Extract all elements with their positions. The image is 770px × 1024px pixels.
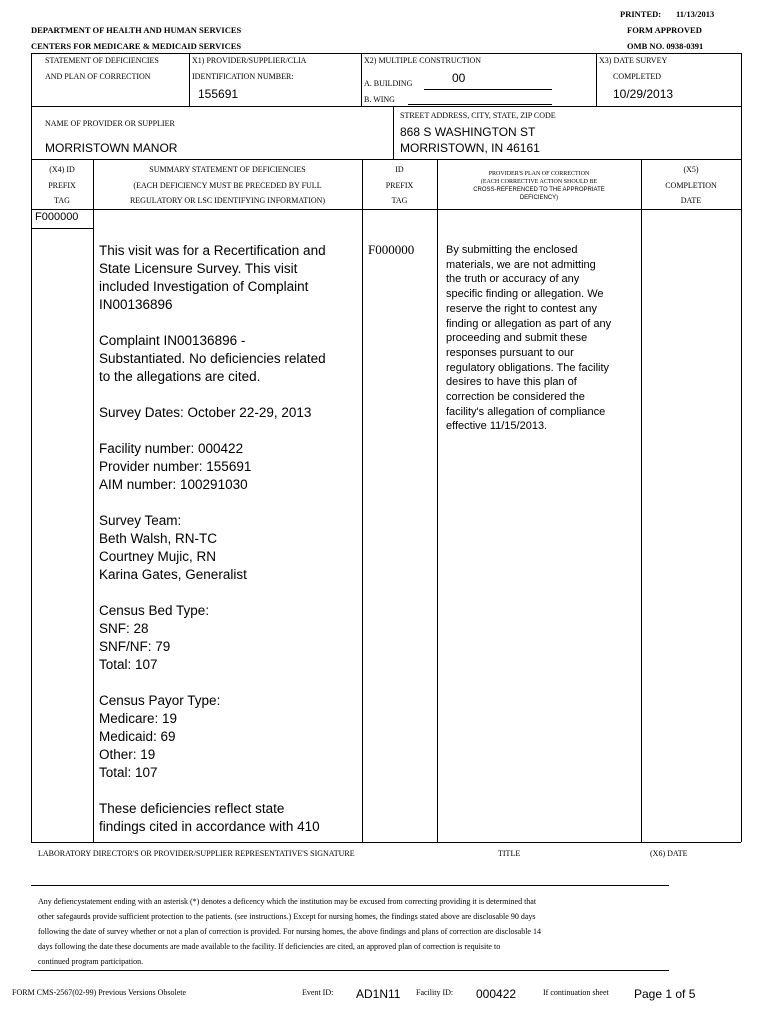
poc-line: desires to have this plan of bbox=[446, 376, 577, 389]
poc-line: regulatory obligations. The facility bbox=[446, 361, 610, 374]
poc-header-2: (EACH CORRECTIVE ACTION SHOULD BE bbox=[480, 179, 598, 185]
x4-header-1: (X4) ID bbox=[49, 165, 75, 174]
x4-header-2: PREFIX bbox=[48, 181, 76, 190]
summary-header-2: (EACH DEFICIENCY MUST BE PRECEDED BY FULL bbox=[133, 181, 322, 190]
facility-id-label: Facility ID: bbox=[416, 988, 454, 997]
form-number: FORM CMS-2567(02-99) Previous Versions Obsolete bbox=[12, 988, 187, 997]
summary-line: Census Payor Type: bbox=[99, 693, 221, 708]
summary-line: Courtney Mujic, RN bbox=[99, 549, 217, 564]
summary-line bbox=[99, 782, 326, 800]
summary-line: Beth Walsh, RN-TC bbox=[99, 531, 218, 546]
poc-line: reserve the right to contest any bbox=[446, 302, 598, 315]
id-header-2: PREFIX bbox=[385, 181, 414, 190]
summary-line: Medicaid: 69 bbox=[99, 729, 176, 744]
summary-line bbox=[99, 314, 326, 332]
summary-line: Survey Dates: October 22-29, 2013 bbox=[99, 405, 312, 420]
summary-line: Total: 107 bbox=[99, 765, 158, 780]
x6-date-label: (X6) DATE bbox=[650, 849, 688, 858]
page-number: Page 1 of 5 bbox=[634, 987, 696, 1001]
x1-label-2: IDENTIFICATION NUMBER: bbox=[192, 72, 294, 81]
summary-line: SNF: 28 bbox=[99, 621, 149, 636]
poc-line: materials, we are not admitting bbox=[446, 258, 596, 271]
printed-date: 11/13/2013 bbox=[676, 9, 715, 19]
deficiency-tag-left: F000000 bbox=[35, 211, 79, 223]
summary-line: SNF/NF: 79 bbox=[99, 639, 171, 654]
address-street: 868 S WASHINGTON ST bbox=[400, 125, 536, 139]
event-id-value: AD1N11 bbox=[356, 987, 401, 1001]
poc-line: By submitting the enclosed bbox=[446, 244, 578, 256]
summary-line bbox=[99, 494, 326, 512]
wing-label: B. WING bbox=[364, 95, 395, 104]
event-id-label: Event ID: bbox=[302, 988, 334, 997]
x3-label-2: COMPLETED bbox=[613, 72, 661, 81]
disclaimer-line: other safegaurds provide sufficient protection to the patients. (see instructions.) Except for nursing homes, the findings stated above are disclosable 90 days bbox=[38, 912, 536, 921]
summary-line: AIM number: 100291030 bbox=[99, 477, 248, 492]
deficiency-tag-right: F000000 bbox=[368, 242, 415, 257]
x5-header-3: DATE bbox=[680, 196, 702, 205]
summary-line: This visit was for a Recertification and bbox=[99, 243, 326, 258]
poc-line: correction be considered the bbox=[446, 391, 585, 404]
department-title: DEPARTMENT OF HEALTH AND HUMAN SERVICES bbox=[31, 25, 242, 35]
disclaimer bbox=[38, 894, 541, 969]
id-header-1: ID bbox=[395, 165, 404, 174]
summary-line: State Licensure Survey. This visit bbox=[99, 261, 298, 276]
title-label: TITLE bbox=[498, 849, 521, 858]
provider-id-number: 155691 bbox=[198, 87, 239, 101]
poc-line: responses pursuant to our bbox=[446, 346, 574, 359]
signature-label: LABORATORY DIRECTOR'S OR PROVIDER/SUPPLIER REPRESENTATIVE'S SIGNATURE bbox=[38, 849, 355, 858]
poc-header-1: PROVIDER'S PLAN OF CORRECTION bbox=[488, 171, 590, 177]
continuation-label: If continuation sheet bbox=[543, 988, 609, 997]
summary-line: to the allegations are cited. bbox=[99, 369, 261, 384]
provider-name: MORRISTOWN MANOR bbox=[45, 141, 178, 155]
x4-header-3: TAG bbox=[54, 196, 70, 205]
form-approved: FORM APPROVED bbox=[627, 25, 702, 35]
summary-line: findings cited in accordance with 410 bbox=[99, 819, 320, 834]
provider-name-label: NAME OF PROVIDER OR SUPPLIER bbox=[45, 119, 175, 128]
statement-label-2: AND PLAN OF CORRECTION bbox=[45, 72, 151, 81]
summary-line: Total: 107 bbox=[99, 657, 158, 672]
facility-id-value: 000422 bbox=[476, 987, 517, 1001]
summary-line: Provider number: 155691 bbox=[99, 459, 252, 474]
summary-line: Complaint IN00136896 - bbox=[99, 333, 246, 348]
summary-line: Karina Gates, Generalist bbox=[99, 567, 247, 582]
summary-line bbox=[99, 422, 326, 440]
x2-label: X2) MULTIPLE CONSTRUCTION bbox=[364, 56, 482, 65]
deficiency-summary bbox=[99, 242, 326, 836]
centers-title: CENTERS FOR MEDICARE & MEDICAID SERVICES bbox=[31, 41, 242, 51]
address-city: MORRISTOWN, IN 46161 bbox=[400, 141, 540, 155]
disclaimer-line: continued program participation. bbox=[38, 957, 144, 966]
plan-of-correction bbox=[446, 243, 611, 434]
summary-line: IN00136896 bbox=[99, 297, 173, 312]
x5-header-1: (X5) bbox=[683, 165, 699, 174]
summary-line: Substantiated. No deficiencies related bbox=[99, 351, 326, 366]
summary-line bbox=[99, 674, 326, 692]
building-label: A. BUILDING bbox=[364, 79, 413, 88]
poc-line: facility's allegation of compliance bbox=[446, 405, 606, 418]
x3-label: X3) DATE SURVEY bbox=[599, 56, 668, 65]
summary-line bbox=[99, 584, 326, 602]
disclaimer-line: days following the date these documents are made available to the facility. If deficiencies are cited, an approved plan of correction is requisite to bbox=[38, 942, 501, 951]
x1-label: X1) PROVIDER/SUPPLIER/CLIA bbox=[192, 56, 307, 65]
id-header-3: TAG bbox=[391, 196, 408, 205]
poc-line: the truth or accuracy of any bbox=[446, 273, 580, 286]
summary-header-3: REGULATORY OR LSC IDENTIFYING INFORMATION) bbox=[129, 196, 326, 205]
address-label: STREET ADDRESS, CITY, STATE, ZIP CODE bbox=[400, 111, 556, 120]
poc-line: proceeding and submit these bbox=[446, 332, 588, 345]
poc-header-3: CROSS-REFERENCED TO THE APPROPRIATE bbox=[473, 187, 605, 193]
poc-line: finding or allegation as part of any bbox=[446, 317, 612, 330]
summary-line: included Investigation of Complaint bbox=[99, 279, 309, 294]
building-value: 00 bbox=[452, 71, 466, 85]
statement-label-1: STATEMENT OF DEFICIENCIES bbox=[45, 56, 159, 65]
poc-header-4: DEFICIENCY) bbox=[519, 195, 559, 201]
summary-line bbox=[99, 386, 326, 404]
survey-completed-date: 10/29/2013 bbox=[613, 87, 674, 101]
summary-line: Survey Team: bbox=[99, 513, 182, 528]
summary-line: Medicare: 19 bbox=[99, 711, 178, 726]
disclaimer-line: following the date of survey whether or not a plan of correction is provided. For nursing homes, the above findings and plans of correction are disclosable 14 bbox=[38, 927, 541, 936]
poc-line: effective 11/15/2013. bbox=[446, 420, 548, 433]
poc-line: specific finding or allegation. We bbox=[446, 288, 604, 301]
omb-number: OMB NO. 0938-0391 bbox=[627, 41, 704, 51]
summary-line: Other: 19 bbox=[99, 747, 156, 762]
summary-line: Facility number: 000422 bbox=[99, 441, 244, 456]
disclaimer-line: Any defiencystatement ending with an asterisk (*) denotes a deficency which the institution may be excused from correcting providing it is determined that bbox=[38, 897, 537, 906]
printed-label: PRINTED: bbox=[620, 9, 662, 19]
summary-header-1: SUMMARY STATEMENT OF DEFICIENCIES bbox=[149, 165, 306, 174]
summary-line: Census Bed Type: bbox=[99, 603, 210, 618]
summary-line: These deficiencies reflect state bbox=[99, 801, 285, 816]
x5-header-2: COMPLETION bbox=[665, 181, 717, 190]
